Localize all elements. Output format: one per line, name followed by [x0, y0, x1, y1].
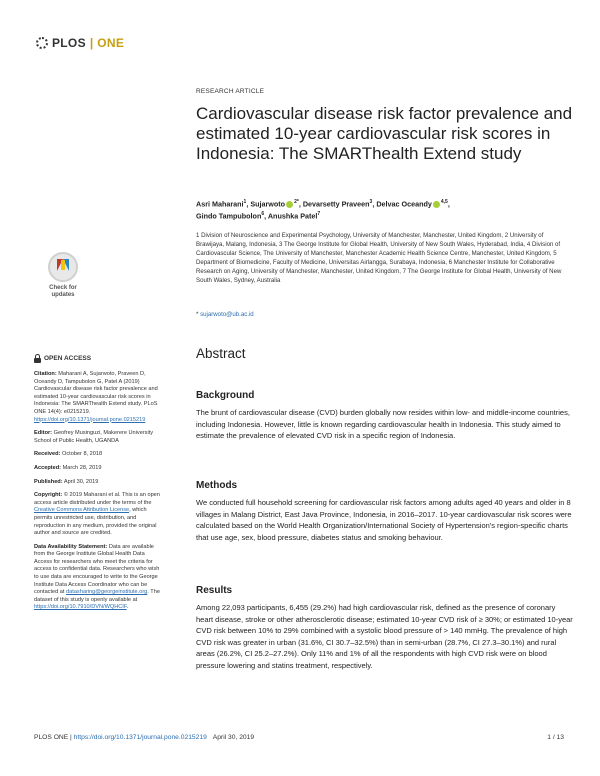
- received-date: October 8, 2018: [62, 451, 103, 458]
- data-availability-end: .: [126, 604, 129, 611]
- results-heading: Results: [196, 585, 233, 596]
- corr-star: *: [196, 311, 199, 318]
- methods-heading: Methods: [196, 480, 238, 491]
- footer-doi-link[interactable]: https://doi.org/10.1371/journal.pone.0215219: [73, 734, 207, 741]
- orcid-icon[interactable]: [286, 201, 293, 208]
- data-availability-label: Data Availability Statement:: [34, 543, 108, 550]
- published-block: [34, 479, 160, 487]
- author-name[interactable]: Delvac Oceandy: [376, 199, 432, 209]
- open-access-label: [34, 354, 91, 363]
- background-heading: Background: [196, 390, 255, 401]
- badge-line2: updates: [51, 292, 75, 298]
- crossmark-icon: [48, 252, 78, 282]
- logo-name-b: ONE: [97, 36, 125, 50]
- editor-label: Editor:: [34, 430, 53, 437]
- author-affil: 4,5: [440, 199, 448, 205]
- logo-name-a: PLOS: [52, 36, 86, 50]
- data-availability-text-a: Data are available from the George Institute Global Health Data Access for researchers who meet the criteria for access to confidential data. Researchers who wish to use data are encouraged to write to the George Institute Data Access Coordinator who can be contacted at: [34, 543, 160, 596]
- accepted-label: Accepted:: [34, 464, 62, 471]
- author-name[interactable]: Asri Maharani: [196, 199, 244, 209]
- affiliations: 1 Division of Neuroscience and Experimental Psychology, University of Manchester, Manchester, United Kingdom, 2 University of Brawijaya, Malang, Indonesia, 3 The George Institute for Global Health, University of New South Wales, Hyderabad, India, 4 Division of Cardiovascular Science, The University of Manchester, Manchester Academic Health Science Centre, Manchester, United Kingdom, 5 Department of Biomedicine, Faculty of Medicine, Universitas Airlangga, Surabaya, Indonesia, 6 Manchester Institute for Collaborative Research on Aging, University of Manchester, Manchester, United Kingdom, 7 The George Institute for Global Health, University of New South Wales, Sydney, Australia: [196, 232, 562, 284]
- data-availability-block: [34, 544, 160, 612]
- page-number: 1 / 13: [547, 734, 564, 741]
- dataset-doi-link[interactable]: https://doi.org/10.7910/DVN/WQHCIF: [34, 604, 127, 611]
- results-paragraph: Among 22,093 participants, 6,455 (29.2%) had high cardiovascular risk, defined as the presence of coronary heart disease, stroke or other atherosclerotic disease; estimated 10-year CVD risk of ≥ 30%; or estimated 10-year CVD risk between 10% to 29% combined with a systolic blood pressure of > 140 mmHg. The prevalence of high CVD risk was greater in urban (31.6%, CI 30.7–32.5%) than in semi-urban (28.7%, CI 27.3–30.1%) and rural areas (26.2%, CI 25.2–27.2%). Only 11% and 1% of all the respondents with high CVD risk were on blood pressure lowering and statins treatment, respectively.: [196, 603, 573, 670]
- editor-text: Geofrey Musinguzi, Makerere University School of Public Health, UGANDA: [34, 430, 154, 444]
- license-link[interactable]: Creative Commons Attribution License: [34, 507, 130, 514]
- published-label: Published:: [34, 478, 63, 485]
- received-label: Received:: [34, 451, 61, 458]
- data-sharing-email-link[interactable]: datasharing@georgeinstitute.org: [66, 589, 148, 596]
- author-affil: 7: [317, 211, 321, 218]
- open-lock-icon: [34, 354, 41, 363]
- data-availability-text-b: . The dataset of this study is openly available at: [34, 589, 160, 603]
- citation-block: [34, 371, 160, 424]
- author-name[interactable]: Sujarwoto: [250, 199, 286, 209]
- orcid-icon[interactable]: [433, 201, 440, 208]
- author-name[interactable]: Devarsetty Praveen: [302, 199, 370, 209]
- footer-journal: PLOS ONE: [34, 734, 69, 741]
- article-type: RESEARCH ARTICLE: [196, 88, 265, 95]
- footer-date: April 30, 2019: [212, 734, 255, 741]
- corr-email-link[interactable]: sujarwoto@ub.ac.id: [200, 311, 254, 318]
- journal-logo: [36, 36, 124, 50]
- author-name[interactable]: Anushka Patel: [267, 211, 318, 221]
- logo-separator: |: [89, 36, 94, 50]
- author-affil: 6: [261, 211, 265, 218]
- background-paragraph: The brunt of cardiovascular disease (CVD) burden globally now resides within low- and middle-income countries, including Indonesia. However, little is known regarding cardiovascular health in Indonesia. This study aimed to estimate the prevalence of elevated CVD risk in a specific region of Indonesia.: [196, 408, 570, 440]
- abstract-heading: Abstract: [196, 346, 246, 361]
- citation-text: Maharani A, Sujarwoto, Praveen D, Oceandy D, Tampubolon G, Patel A (2019) Cardiovascular disease risk factor prevalence and estimated 10-year cardiovascular risk scores in Indonesia: The SMARThealth Extend study. PLoS ONE 14(4): e0215219.: [34, 371, 158, 415]
- open-access-text: OPEN ACCESS: [44, 355, 92, 362]
- article-title: Cardiovascular disease risk factor prevalence and estimated 10-year cardiovascular risk scores in Indonesia: The SMARThealth Extend study: [196, 104, 573, 163]
- article-info-sidebar: [34, 371, 160, 618]
- received-block: [34, 451, 160, 459]
- footer-sep: |: [68, 734, 74, 741]
- author-affil: 1: [243, 199, 247, 205]
- corresponding-email: [196, 311, 254, 318]
- author-affil: 2*: [294, 199, 299, 205]
- methods-paragraph: We conducted full household screening for cardiovascular risk factors among adults aged 40 years and older in 8 villages in Malang District, East Java Province, Indonesia, in 2016–2017. 10-year cardiovascular risk scores were calculated based on the World Health Organization/International Society of Hypertension's region-specific charts that use age, sex, blood pressure, diabetes status and smoking behaviour.: [196, 498, 572, 542]
- copyright-text-b: , which permits unrestricted use, distribution, and reproduction in any medium, provided the original author and source are credited.: [34, 507, 157, 537]
- author-name[interactable]: Gindo Tampubolon: [196, 211, 262, 221]
- author-affil: 3: [369, 199, 373, 205]
- copyright-block: [34, 492, 160, 538]
- copyright-text-a: © 2019 Maharani et al. This is an open access article distributed under the terms of the: [34, 492, 160, 506]
- check-for-updates-badge[interactable]: [40, 252, 86, 308]
- copyright-label: Copyright:: [34, 492, 63, 499]
- accepted-date: March 28, 2019: [62, 464, 102, 471]
- citation-label: Citation:: [34, 371, 57, 377]
- author-list: Asri Maharani$^1$, Sujarwoto $^{2*}$, Devarsetty Praveen$^3$, Delvac Oceandy $^{4,5}$, Gindo Tampubolon$^6$, Anushka Patel$^7$: [196, 199, 450, 221]
- page-footer: [34, 734, 564, 741]
- published-date: April 30, 2019: [63, 478, 99, 485]
- accepted-block: [34, 465, 160, 473]
- badge-line1: Check for: [49, 285, 77, 291]
- plos-logo-icon: [36, 37, 48, 49]
- editor-block: [34, 430, 160, 445]
- citation-doi-link[interactable]: https://doi.org/10.1371/journal.pone.0215219: [34, 416, 146, 423]
